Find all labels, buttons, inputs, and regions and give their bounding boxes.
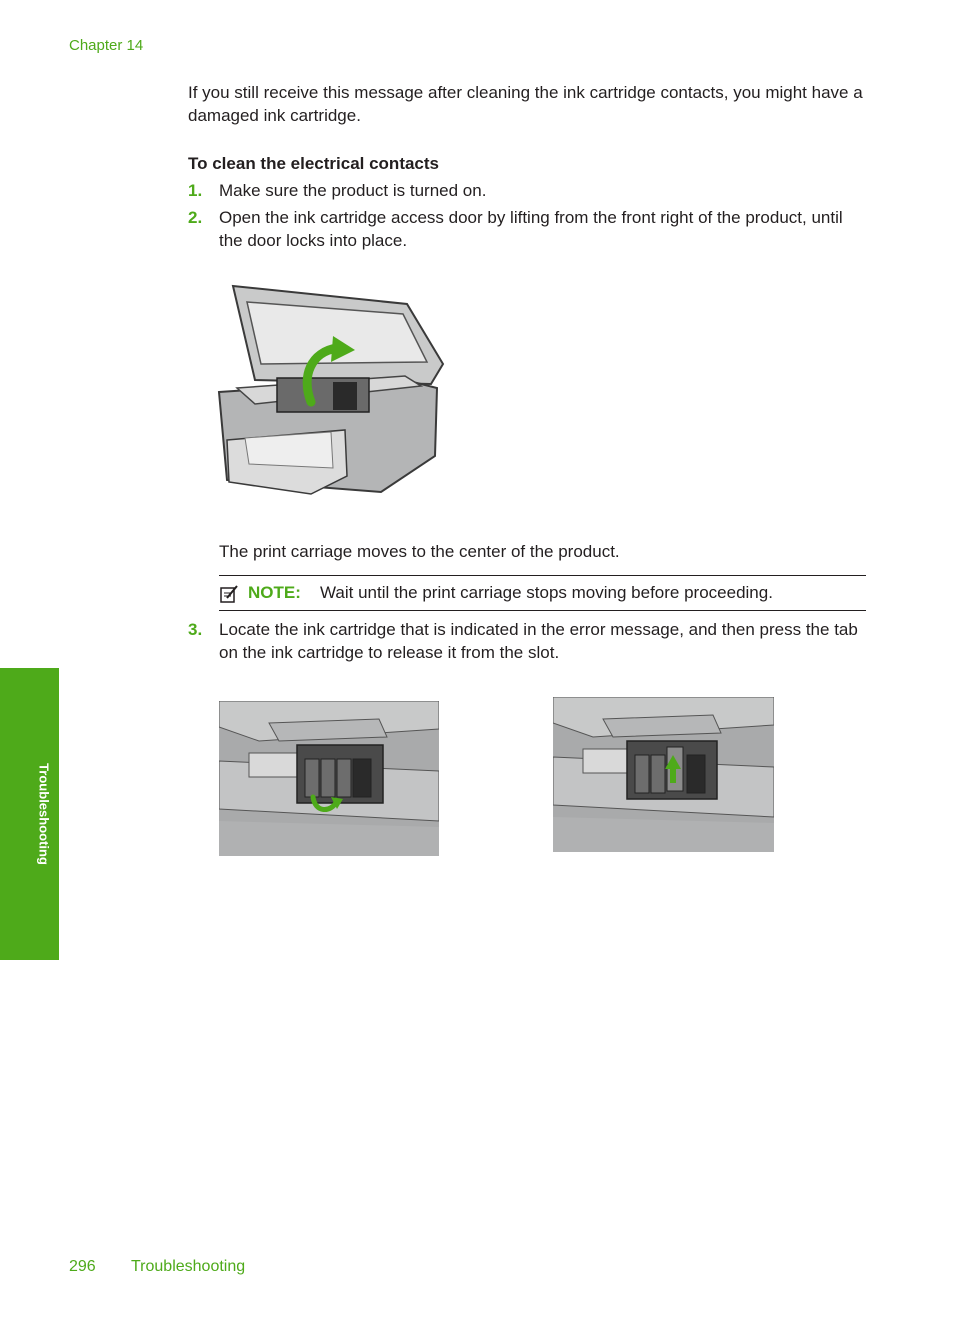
- step-text: Locate the ink cartridge that is indicated in the error message, and then press the tab on the ink cartridge to release it from the slot.: [219, 620, 858, 662]
- cartridge-tab-press-illustration: [219, 701, 439, 856]
- step-text: Open the ink cartridge access door by lifting from the front right of the product, until the door locks into place.: [219, 208, 843, 250]
- step-2: [188, 207, 878, 255]
- page-number: 296: [69, 1258, 96, 1275]
- chapter-header: Chapter 14: [69, 37, 144, 54]
- step-number: 1.: [188, 181, 203, 200]
- procedure-title: To clean the electrical contacts: [188, 154, 439, 173]
- step-text: Make sure the product is turned on.: [219, 181, 487, 200]
- step-number: 3.: [188, 620, 203, 639]
- note-icon: [219, 584, 239, 604]
- step-3: [188, 619, 878, 667]
- note-box: [219, 575, 866, 611]
- carriage-description: The print carriage moves to the center of the product.: [219, 542, 620, 561]
- note-label: NOTE:: [248, 583, 301, 602]
- intro-paragraph: If you still receive this message after cleaning the ink cartridge contacts, you might have a damaged ink cartridge.: [188, 83, 863, 125]
- side-tab-label: Troubleshooting: [36, 763, 52, 865]
- step-1: [188, 180, 878, 204]
- note-text: Wait until the print carriage stops moving before proceeding.: [320, 583, 773, 602]
- footer-section: Troubleshooting: [131, 1258, 246, 1275]
- cartridge-lift-illustration: [553, 697, 774, 852]
- step-number: 2.: [188, 208, 203, 227]
- printer-open-door-illustration: [215, 280, 447, 498]
- side-tab: [0, 668, 59, 960]
